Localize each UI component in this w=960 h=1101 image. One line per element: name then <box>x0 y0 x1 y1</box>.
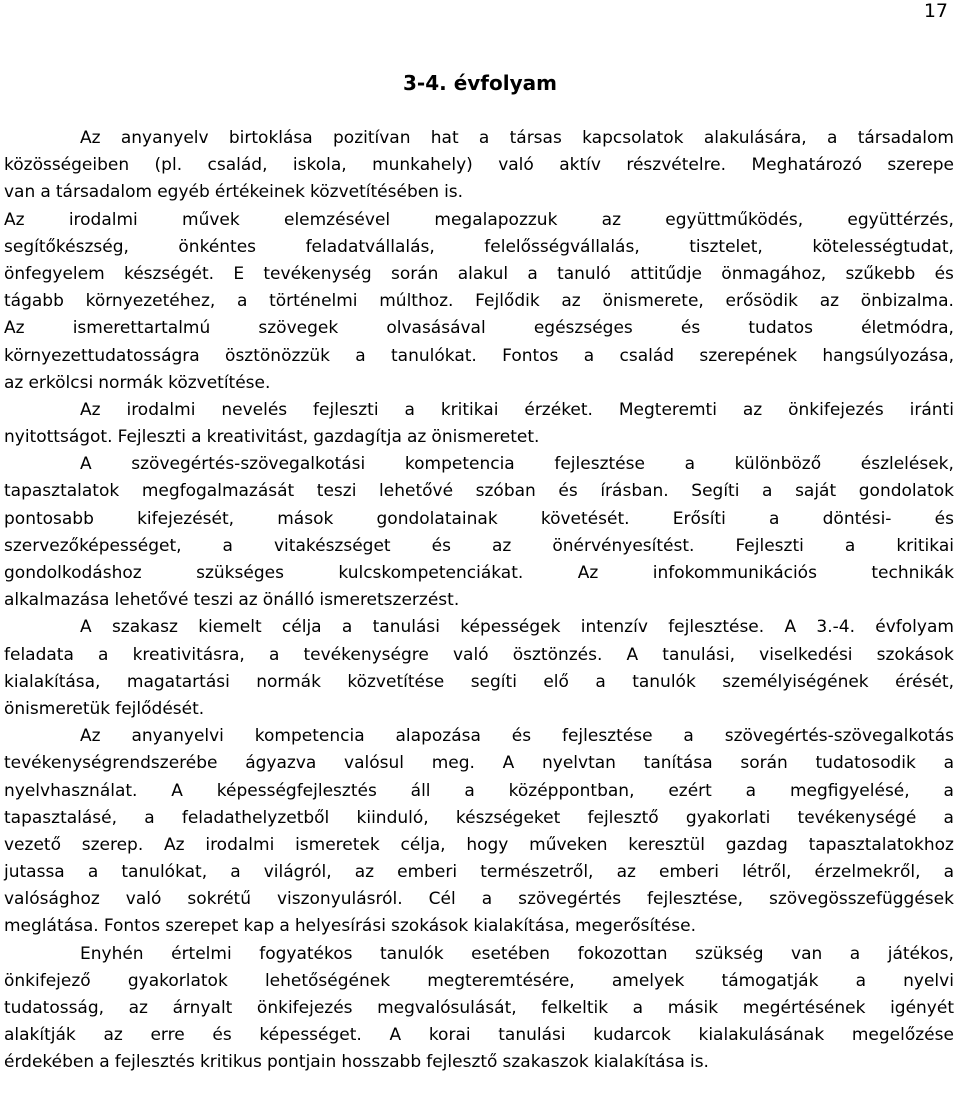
text-line: nyitottságot. Fejleszti a kreativitást, gazdagítja az önismeretet. <box>4 427 540 448</box>
text-line: tágabb környezetéhez, a történelmi múlthoz. Fejlődik az önismerete, erősödik az önbizalma. <box>4 291 954 312</box>
body-text <box>4 125 954 1077</box>
text-line: Az irodalmi művek elemzésével megalapozzuk az együttműködés, együttérzés, <box>4 209 954 230</box>
text-line: tapasztalatok megfogalmazását teszi lehetővé szóban és írásban. Segíti a saját gondolatok <box>4 481 954 502</box>
text-line: tevékenységrendszerébe ágyazva valósul meg. A nyelvtan tanítása során tudatosodik a <box>4 753 954 774</box>
text-line: önfegyelem készségét. E tevékenység során alakul a tanuló attitűdje önmagához, szűkebb és <box>4 263 954 284</box>
text-line: A szövegértés-szövegalkotási kompetencia fejlesztése a különböző észlelések, <box>80 454 954 475</box>
text-line: érdekében a fejlesztés kritikus pontjain hosszabb fejlesztő szakaszok kialakítása is. <box>4 1052 709 1073</box>
text-line: feladata a kreativitásra, a tevékenységre való ösztönzés. A tanulási, viselkedési szokások <box>4 644 954 665</box>
text-line: kialakítása, magatartási normák közvetítése segíti elő a tanulók személyiségének érését, <box>4 671 954 692</box>
text-line: A szakasz kiemelt célja a tanulási képességek intenzív fejlesztése. A 3.-4. évfolyam <box>80 617 954 638</box>
text-line: pontosabb kifejezését, mások gondolatainak követését. Erősíti a döntési- és <box>4 508 954 529</box>
text-line: van a társadalom egyéb értékeinek közvetítésében is. <box>4 182 464 203</box>
text-line: alakítják az erre és képességet. A korai tanulási kudarcok kialakulásának megelőzése <box>4 1025 954 1046</box>
text-line: segítőkészség, önkéntes feladatvállalás, felelősségvállalás, tisztelet, kötelességtudat, <box>4 236 954 257</box>
text-line: valósághoz való sokrétű viszonyulásról. Cél a szövegértés fejlesztése, szövegösszefüggések <box>4 889 954 910</box>
text-line: Az ismerettartalmú szövegek olvasásával egészséges és tudatos életmódra, <box>4 318 954 339</box>
text-line: Az anyanyelv birtoklása pozitívan hat a társas kapcsolatok alakulására, a társadalom <box>80 128 954 148</box>
text-line: Az irodalmi nevelés fejleszti a kritikai érzéket. Megteremti az önkifejezés iránti <box>80 399 954 420</box>
text-line: közösségeiben (pl. család, iskola, munkahely) való aktív részvételre. Meghatározó szerepe <box>4 155 954 176</box>
page-number: 17 <box>923 0 948 22</box>
text-line: alkalmazása lehetővé teszi az önálló ismeretszerzést. <box>4 590 460 611</box>
text-line: gondolkodáshoz szükséges kulcskompetenciákat. Az infokommunikációs technikák <box>4 563 954 583</box>
text-line: Enyhén értelmi fogyatékos tanulók esetében fokozottan szükség van a játékos, <box>80 943 954 964</box>
text-line: tapasztalásé, a feladathelyzetből kiinduló, készségeket fejlesztő gyakorlati tevékenységé a <box>4 807 954 828</box>
text-line: az erkölcsi normák közvetítése. <box>4 372 271 393</box>
text-line: környezettudatosságra ösztönözzük a tanulókat. Fontos a család szerepének hangsúlyozása, <box>4 345 954 366</box>
text-line: meglátása. Fontos szerepet kap a helyesírási szokások kialakítása, megerősítése. <box>4 916 697 937</box>
text-line: önismeretük fejlődését. <box>4 698 205 719</box>
text-line: Az anyanyelvi kompetencia alapozása és fejlesztése a szövegértés-szövegalkotás <box>80 726 954 747</box>
text-line: jutassa a tanulókat, a világról, az emberi természetről, az emberi létről, érzelmekről, a <box>4 862 954 883</box>
text-line: tudatosság, az árnyalt önkifejezés megvalósulását, felkeltik a másik megértésének igényét <box>4 998 954 1018</box>
text-line: vezető szerep. Az irodalmi ismeretek célja, hogy műveken keresztül gazdag tapasztalatokhoz <box>4 834 954 855</box>
text-line: önkifejező gyakorlatok lehetőségének megteremtésére, amelyek támogatják a nyelvi <box>4 970 954 991</box>
text-line: nyelvhasználat. A képességfejlesztés áll a középpontban, ezért a megfigyelésé, a <box>4 780 954 801</box>
section-heading: 3-4. évfolyam <box>403 71 557 95</box>
text-line: szervezőképességet, a vitakészséget és az önérvényesítést. Fejleszti a kritikai <box>4 535 954 556</box>
